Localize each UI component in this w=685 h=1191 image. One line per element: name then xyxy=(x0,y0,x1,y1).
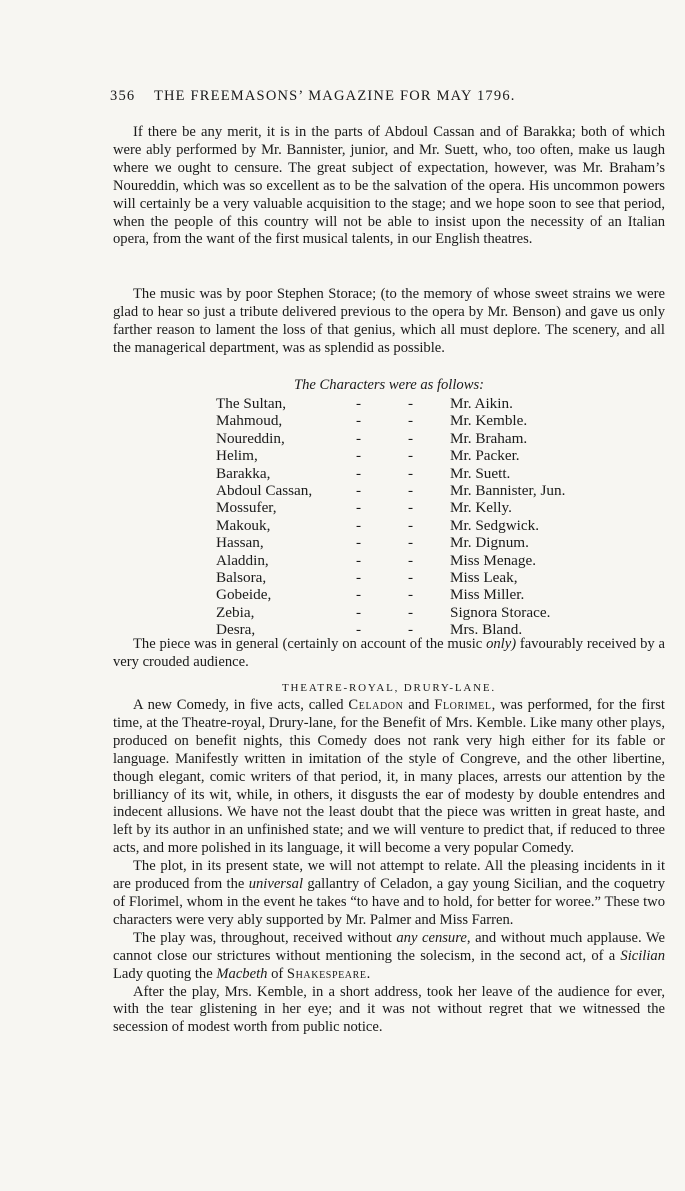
running-title: THE FREEMASONS’ MAGAZINE FOR MAY 1796. xyxy=(153,88,516,104)
text-run: , and without much applause. We cannot close our strictures without mentioning the solecism, in the second act, of a xyxy=(113,929,665,964)
text-run: The piece was in general (certainly on account of the music xyxy=(133,636,487,652)
actor-name: Mr. Suett. xyxy=(450,464,511,482)
dash: - xyxy=(356,499,362,517)
text-run: favourably received by a very crouded audience. xyxy=(113,636,665,670)
dash: - xyxy=(408,516,414,534)
dash: - xyxy=(408,447,414,465)
role-name: Barakka, xyxy=(216,464,271,482)
actor-name: Mr. Dignum. xyxy=(450,534,529,552)
running-header xyxy=(110,88,630,105)
emphasis: universal xyxy=(248,876,304,893)
role-name: Desra, xyxy=(216,621,256,639)
dash: - xyxy=(356,534,362,552)
dash: - xyxy=(356,412,362,430)
dash: - xyxy=(356,586,362,604)
text-run: , was performed, for the first time, at the Theatre-royal, Drury-lane, for the Benefit of Mrs. Kemble. Like many other plays, produced on benefit nights, this Comedy does not rank very high either for its fable or language. Manifestly written in imitation of the style of Congreve, and the other libertine, though elegant, comic writers of that period, it, in many places, arrests our attention by the brilliancy of its wit, while, in others, it disgusts the ear of modesty by double entendres and indecent allusions. We have not the least doubt that the piece was written in great haste, and left by its author in an unfinished state; and we will venture to predict that, if reduced to three acts, and more polished in its language, it will become a very popular Comedy. xyxy=(113,697,665,857)
dash: - xyxy=(408,586,414,604)
small-caps-name: Celadon xyxy=(348,697,404,713)
paragraph-text xyxy=(113,697,665,858)
actor-name: Mr. Packer. xyxy=(450,447,520,465)
drury-lane-review xyxy=(113,697,665,1037)
actor-name: Mr. Kelly. xyxy=(450,499,512,517)
dash: - xyxy=(356,395,362,412)
dash: - xyxy=(356,516,362,534)
actor-name: Mr. Bannister, Jun. xyxy=(450,481,566,499)
actor-name: Miss Menage. xyxy=(450,551,537,569)
emphasis: only) xyxy=(486,636,517,652)
dash: - xyxy=(356,481,362,499)
text-run: gallantry of Celadon, a gay young Sicilian, and the coquetry of Florimel, whom in the event he takes “to have and to hold, for better for woree.” These two characters were very ably supported by Mr. Palmer and Miss Farren. xyxy=(113,876,665,928)
dash: - xyxy=(408,534,414,552)
dash: - xyxy=(408,464,414,482)
emphasis: Sicilian xyxy=(620,947,665,964)
emphasis: any censure xyxy=(396,929,467,946)
dash: - xyxy=(408,412,414,430)
actor-name: Mr. Sedgwick. xyxy=(450,516,540,534)
dash: - xyxy=(408,603,414,621)
dash: - xyxy=(408,429,414,447)
emphasis: Macbeth xyxy=(216,965,268,982)
dash: - xyxy=(356,429,362,447)
dash: - xyxy=(356,551,362,569)
role-name: Zebia, xyxy=(216,603,255,621)
dash: - xyxy=(408,551,414,569)
text-run: . xyxy=(366,965,371,982)
cast-list-title: The Characters were as follows: xyxy=(294,377,484,393)
actor-name: Miss Leak, xyxy=(450,568,518,586)
actor-name: Mr. Kemble. xyxy=(450,412,528,430)
actor-name: Mr. Braham. xyxy=(450,429,528,447)
dash: - xyxy=(408,499,414,517)
small-caps-name: Florimel xyxy=(434,697,492,713)
actor-name: Miss Miller. xyxy=(450,586,525,604)
dash: - xyxy=(356,464,362,482)
dash: - xyxy=(408,621,414,639)
actor-name: Signora Storace. xyxy=(450,603,551,621)
role-name: The Sultan, xyxy=(216,395,287,412)
role-name: Helim, xyxy=(216,447,258,465)
paragraph-reception xyxy=(113,636,665,672)
actor-name: Mrs. Bland. xyxy=(450,621,523,639)
dash: - xyxy=(356,603,362,621)
dash: - xyxy=(408,481,414,499)
paragraph-text: After the play, Mrs. Kemble, in a short address, took her leave of the audience for ever, with the tear glistening in her eye; and it was not without regret that we witnessed the secession of modest worth from public notice. xyxy=(113,983,665,1036)
dash: - xyxy=(356,568,362,586)
text-run: and xyxy=(403,697,435,713)
text-run: of xyxy=(267,965,287,982)
role-name: Makouk, xyxy=(216,516,271,534)
role-name: Abdoul Cassan, xyxy=(216,481,313,499)
text-run: Lady quoting the xyxy=(113,965,217,982)
text-run: A new Comedy, in five acts, called xyxy=(133,697,349,713)
role-name: Noureddin, xyxy=(216,429,285,447)
paragraph-music xyxy=(113,286,665,358)
paragraph-text xyxy=(113,930,665,984)
dash: - xyxy=(408,568,414,586)
paragraph-text xyxy=(113,636,665,672)
text-run: The play was, throughout, received without xyxy=(133,929,397,946)
role-name: Hassan, xyxy=(216,534,264,552)
actor-name: Mr. Aikin. xyxy=(450,395,513,412)
text-run: The plot, in its present state, we will not attempt to relate. All the pleasing incidents in it are produced from the xyxy=(113,858,665,893)
page-number: 356 xyxy=(110,88,136,104)
role-name: Mahmoud, xyxy=(216,412,283,430)
dash: - xyxy=(356,621,362,639)
paragraph-text: The music was by poor Stephen Storace; (to the memory of whose sweet strains we were glad to hear so just a tribute delivered previous to the opera by Mr. Benson) and gave us only farther reason to lament the loss of that genius, which all must deplore. The scenery, and all the managerical department, was as splendid as possible. xyxy=(113,286,665,356)
small-caps-name: Shakespeare xyxy=(286,965,367,982)
role-name: Aladdin, xyxy=(216,551,269,569)
paragraph-opera-review xyxy=(113,124,665,249)
dash: - xyxy=(408,395,414,412)
dash: - xyxy=(356,447,362,465)
role-name: Gobeide, xyxy=(216,586,272,604)
role-name: Balsora, xyxy=(216,568,267,586)
paragraph-text: If there be any merit, it is in the parts of Abdoul Cassan and of Barakka; both of which were ably performed by Mr. Bannister, junior, and Mr. Suett, who, too often, make us laugh where we ought to censure. The great subject of expectation, however, was Mr. Braham’s Noureddin, which was so excellent as to be the salvation of the opera. His uncommon powers will certainly be a very valuable acquisition to the stage; and we hope soon to see that period, when the people of this country will not be able to insist upon the necessity of an Italian opera, from the want of the first musical talents, in our English theatres. xyxy=(113,124,665,248)
section-heading: THEATRE-ROYAL, DRURY-LANE. xyxy=(282,682,496,694)
paragraph-text xyxy=(113,858,665,930)
role-name: Mossufer, xyxy=(216,499,277,517)
